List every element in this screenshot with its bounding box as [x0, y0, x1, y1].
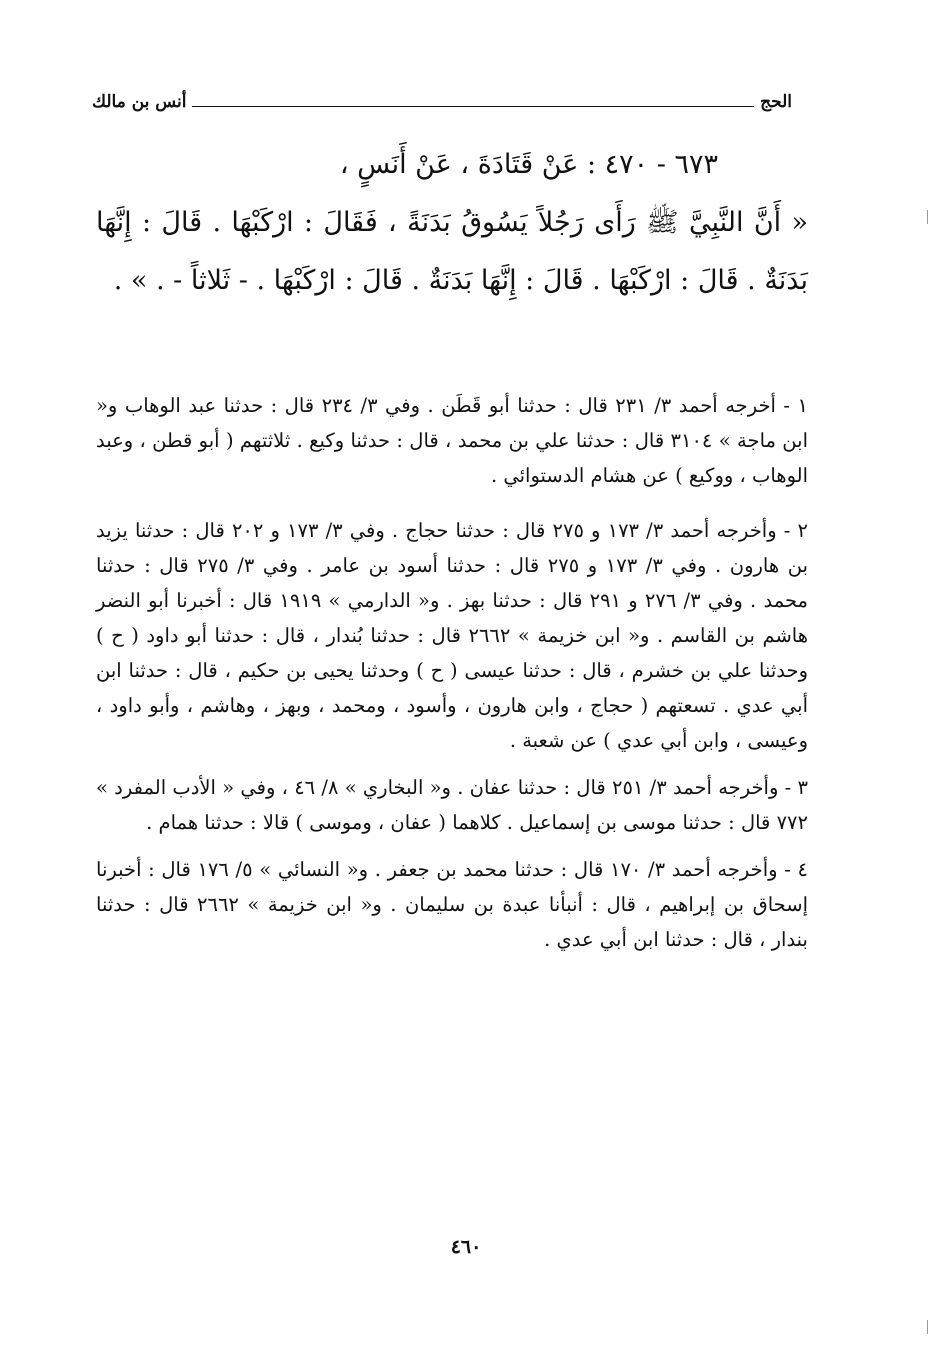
note-paragraph: ٢ - وأخرجه أحمد ٣/ ١٧٣ و ٢٧٥ قال : حدثنا حجاج . وفي ٣/ ١٧٣ و ٢٠٢ قال : حدثنا يزيد بن هارون . وفي ٣/ ١٧٣ و ٢٧٥ قال : حدثنا أسود بن عامر . وفي ٣/ ٢٧٥ قال : حدثنا محمد . وفي ٣/ ٢٧٦ و ٢٩١ قال : حدثنا بهز . و« الدارمي » ١٩١٩ قال : أخبرنا أبو النضر هاشم بن القاسم . و« ابن خزيمة » ٢٦٦٢ قال : حدثنا بُندار ، قال : حدثنا أبو داود ( ح ) وحدثنا علي بن خشرم ، قال : حدثنا عيسى ( ح ) وحدثنا يحيى بن حكيم ، قال : حدثنا ابن أبي عدي . تسعتهم ( حجاج ، وابن هارون ، وأسود ، ومحمد ، وبهز ، وهاشم ، وأبو داود ، وعيسى ، وابن أبي عدي ) عن شعبة .	[96, 519, 809, 752]
scan-edge-mark	[927, 210, 928, 224]
note-paragraph: ٣ - وأخرجه أحمد ٣/ ٢٥١ قال : حدثنا عفان . و« البخاري » ٨/ ٤٦ ، وفي « الأدب المفرد » ٧٧٢ قال : حدثنا موسى بن إسماعيل . كلاهما ( عفان ، وموسى ) قالا : حدثنا همام .	[96, 776, 808, 834]
header-section-title: أنس بن مالك	[92, 92, 187, 112]
scan-edge-mark	[927, 1320, 928, 1334]
running-header	[92, 86, 792, 112]
takhrij-notes	[96, 388, 808, 969]
note-paragraph: ٤ - وأخرجه أحمد ٣/ ١٧٠ قال : حدثنا محمد بن جعفر . و« النسائي » ٥/ ١٧٦ قال : أخبرنا إسحاق بن إبراهيم ، قال : أنبأنا عبدة بن سليمان . و« ابن خزيمة » ٢٦٦٢ قال : حدثنا بندار ، قال : حدثنا ابن أبي عدي .	[96, 858, 808, 951]
hadith-matn: « أَنَّ النَّبِيَّ ﷺ رَأَى رَجُلاً يَسُوقُ بَدَنَةً ، فَقَالَ : ارْكَبْهَا . قَالَ : إِنَّهَا بَدَنَةٌ . قَالَ : ارْكَبْهَا . قَالَ : إِنَّهَا بَدَنَةٌ . قَالَ : ارْكَبْهَا . - ثَلاثاً - . » .	[96, 207, 808, 296]
page-number: ٤٦٠	[450, 1236, 482, 1258]
header-rule	[192, 106, 754, 107]
hadith-number-and-chain: ٦٧٣ - ٤٧٠ : عَنْ قَتَادَةَ ، عَنْ أَنَسٍ ،	[339, 149, 718, 180]
hadith-text	[96, 136, 808, 310]
note-paragraph: ١ - أخرجه أحمد ٣/ ٢٣١ قال : حدثنا أبو قَطَن . وفي ٣/ ٢٣٤ قال : حدثنا عبد الوهاب و« ابن ماجة » ٣١٠٤ قال : حدثنا علي بن محمد ، قال : حدثنا وكيع . ثلاثتهم ( أبو قطن ، وعبد الوهاب ، ووكيع ) عن هشام الدستوائي .	[96, 394, 808, 487]
header-chapter-title: الحج	[760, 92, 792, 112]
